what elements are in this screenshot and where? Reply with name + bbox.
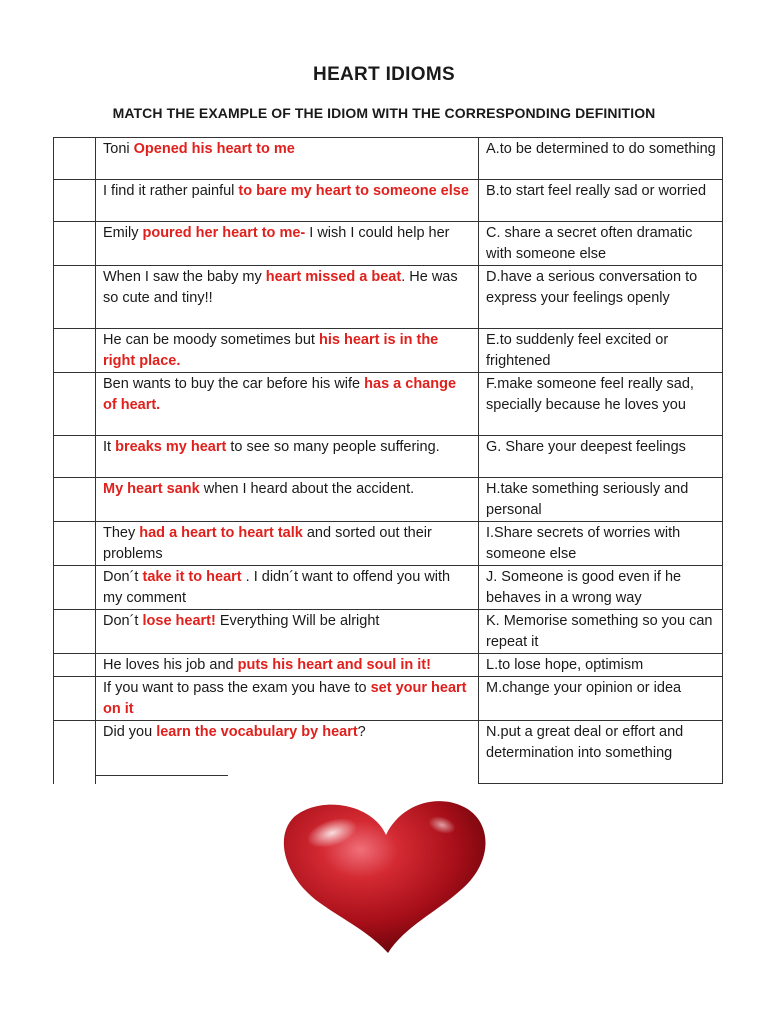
table-bottom-rule <box>95 775 228 776</box>
example-text-after: . I didn´t want to offend you with my comment <box>103 569 451 606</box>
example-cell <box>96 566 479 610</box>
example-cell <box>96 436 479 478</box>
answer-cell <box>54 478 96 522</box>
answer-cell <box>54 721 96 784</box>
answer-cell <box>54 266 96 329</box>
example-text-before: He loves his job and <box>103 657 238 673</box>
table-row <box>54 329 723 373</box>
answer-cell <box>54 522 96 566</box>
example-text-after: . He was so cute and tiny!! <box>103 269 458 306</box>
table-row <box>54 522 723 566</box>
idiom-highlight: lose heart! <box>142 613 216 629</box>
table-row <box>54 610 723 654</box>
example-text-after: and sorted out their problems <box>103 525 432 562</box>
answer-cell <box>54 677 96 721</box>
answer-cell <box>54 138 96 180</box>
heart-icon <box>280 795 492 955</box>
answer-cell <box>54 566 96 610</box>
example-cell <box>96 478 479 522</box>
page-title: HEART IDIOMS <box>313 64 455 85</box>
idiom-highlight: take it to heart <box>142 569 242 585</box>
definition-cell: M.change your opinion or idea <box>479 677 723 721</box>
example-cell <box>96 654 479 677</box>
example-text-before: It <box>103 439 116 455</box>
example-text-before: Toni <box>103 141 134 157</box>
example-text-before: Don´t <box>103 613 143 629</box>
example-text-before: They <box>103 525 140 541</box>
example-cell <box>96 610 479 654</box>
example-text-before: If you want to pass the exam you have to <box>103 680 371 696</box>
example-text-before: Emily <box>103 225 143 241</box>
idiom-highlight: set your heart on it <box>103 680 467 717</box>
answer-cell <box>54 222 96 266</box>
example-cell <box>96 522 479 566</box>
answer-cell <box>54 654 96 677</box>
idioms-matching-table <box>53 137 723 784</box>
definition-cell: E.to suddenly feel excited or frightened <box>479 329 723 373</box>
example-text-before: When I saw the baby my <box>103 269 266 285</box>
example-text-after: ? <box>357 724 366 740</box>
table-row <box>54 566 723 610</box>
example-text-after: I wish I could help her <box>305 225 450 241</box>
answer-cell <box>54 329 96 373</box>
idiom-highlight: learn the vocabulary by heart <box>156 724 358 740</box>
idiom-highlight: breaks my heart <box>115 439 227 455</box>
definition-cell: D.have a serious conversation to express your feelings openly <box>479 266 723 329</box>
idiom-highlight: his heart is in the right place. <box>103 332 439 369</box>
example-text-after: Everything Will be alright <box>215 613 380 629</box>
example-text-before: Don´t <box>103 569 143 585</box>
idiom-highlight: to bare my heart to someone else <box>238 183 469 199</box>
answer-cell <box>54 610 96 654</box>
answer-cell <box>54 373 96 436</box>
example-cell <box>96 677 479 721</box>
table-row <box>54 677 723 721</box>
table-row <box>54 654 723 677</box>
definition-cell: J. Someone is good even if he behaves in a wrong way <box>479 566 723 610</box>
example-text-after: when I heard about the accident. <box>199 481 415 497</box>
example-cell <box>96 138 479 180</box>
table-row <box>54 373 723 436</box>
table-row <box>54 180 723 222</box>
example-text-before: I find it rather painful <box>103 183 239 199</box>
table-body <box>54 138 723 784</box>
example-text-before: Did you <box>103 724 157 740</box>
definition-cell: I.Share secrets of worries with someone else <box>479 522 723 566</box>
example-text-before: Ben wants to buy the car before his wife <box>103 376 365 392</box>
idiom-highlight: heart missed a beat <box>265 269 402 285</box>
table-row <box>54 222 723 266</box>
answer-cell <box>54 436 96 478</box>
idiom-highlight: poured her heart to me- <box>142 225 306 241</box>
table-row <box>54 436 723 478</box>
idiom-highlight: puts his heart and soul in it! <box>237 657 431 673</box>
heart-graphic <box>280 795 492 955</box>
definition-cell: H.take something seriously and personal <box>479 478 723 522</box>
definition-cell: A.to be determined to do something <box>479 138 723 180</box>
definition-cell: F.make someone feel really sad, specially because he loves you <box>479 373 723 436</box>
idiom-highlight: had a heart to heart talk <box>139 525 303 541</box>
example-cell <box>96 266 479 329</box>
table-row <box>54 138 723 180</box>
idiom-highlight: My heart sank <box>103 481 200 497</box>
answer-cell <box>54 180 96 222</box>
example-cell <box>96 373 479 436</box>
definition-cell: K. Memorise something so you can repeat it <box>479 610 723 654</box>
example-cell <box>96 222 479 266</box>
idiom-highlight: has a change of heart. <box>103 376 457 413</box>
idiom-highlight: Opened his heart to me <box>133 141 295 157</box>
definition-cell: G. Share your deepest feelings <box>479 436 723 478</box>
definition-cell: L.to lose hope, optimism <box>479 654 723 677</box>
example-text-after: to see so many people suffering. <box>226 439 440 455</box>
definition-cell: N.put a great deal or effort and determination into something <box>479 721 723 784</box>
definition-cell: B.to start feel really sad or worried <box>479 180 723 222</box>
example-cell <box>96 329 479 373</box>
table-row <box>54 478 723 522</box>
table-row <box>54 266 723 329</box>
definition-cell: C. share a secret often dramatic with someone else <box>479 222 723 266</box>
example-text-before: He can be moody sometimes but <box>103 332 319 348</box>
example-cell <box>96 180 479 222</box>
page-subtitle: MATCH THE EXAMPLE OF THE IDIOM WITH THE CORRESPONDING DEFINITION <box>112 105 656 121</box>
